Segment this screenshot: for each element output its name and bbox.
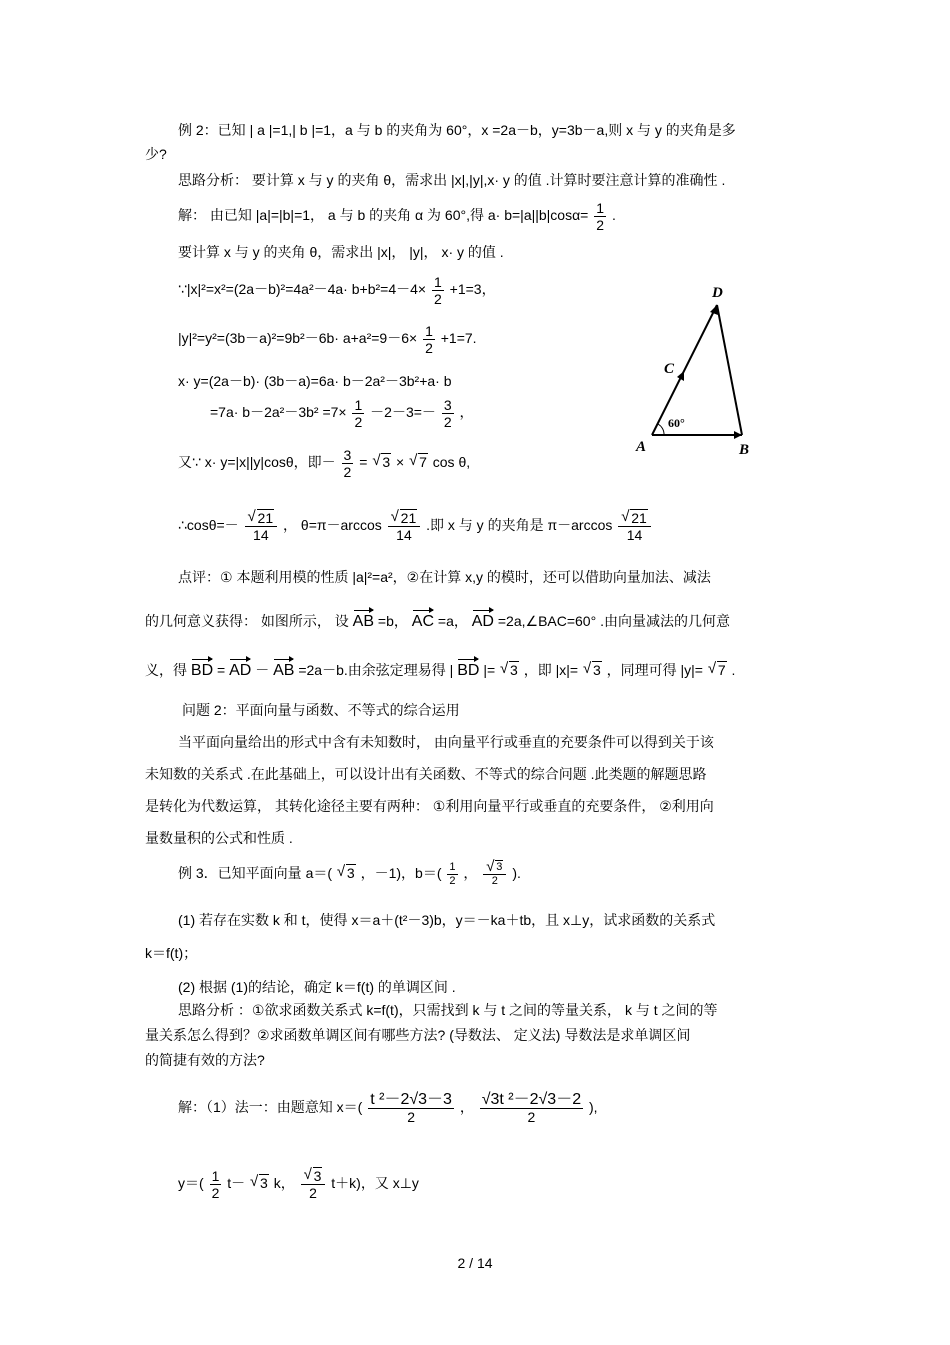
comment-line2: 的几何意义获得： 如图所示， 设 AB =b， AC =a， AD =2a,∠BAC=60° .由向量减法的几何意 <box>145 609 730 631</box>
analysis-2-line3: 的简捷有效的方法? <box>145 1052 265 1068</box>
example-2-line1: 例 2：已知 | a |=1,| b |=1，a 与 b 的夹角为 60°，x =2a－b，y=3b－a,则 x 与 y 的夹角是多 <box>178 122 736 138</box>
dot-product-line: x· y=(2a－b)· (3b－a)=6a· b－2a²－3b²+a· b <box>178 373 452 389</box>
angle-label: 60° <box>668 416 685 430</box>
fraction: $\frac{1}{2}$ <box>596 200 605 233</box>
example-3-line: 例 3．已知平面向量 a＝( √ 3 ，－1)，b＝( $\frac{1}{2}$ ， √ $\frac{3}{2}$ ). <box>178 861 521 888</box>
vector-ad: AD <box>229 658 251 680</box>
fraction: $\frac{3}{2}$ <box>443 397 452 430</box>
sqrt: √ 7 <box>409 453 428 471</box>
fraction: $\frac{\text{√3t ²－2√3－2}}{2}$ <box>481 1091 582 1125</box>
fraction: √ $\frac{3}{2}$ <box>483 861 506 888</box>
label-a: A <box>636 439 647 455</box>
page-number: 2 / 14 <box>457 1255 493 1271</box>
problem-2-heading: 问题 2：平面向量与函数、不等式的综合运用 <box>182 702 460 718</box>
sqrt: √ 3 <box>337 864 356 882</box>
fraction: $\frac{\text{t ²－2√3－3}}{2}$ <box>370 1091 452 1125</box>
analysis-line: 思路分析： 要计算 x 与 y 的夹角 θ，需求出 |x|,|y|,x· y 的值 .计算时要注意计算的准确性 . <box>178 172 726 188</box>
triangle-diagram <box>634 285 764 460</box>
fraction: $\frac{1}{2}$ <box>433 274 442 307</box>
fraction: $\frac{1}{2}$ <box>449 861 456 887</box>
norm-y-line: |y|²=y²=(3b－a)²=9b²－6b· a+a²=9－6× $\frac{1}{2}$ +1=7. <box>178 323 477 356</box>
dot-product-result-line: =7a· b－2a²－3b² =7× $\frac{1}{2}$ －2－3=－ $\frac{3}{2}$ ， <box>210 397 474 430</box>
para-line3: 是转化为代数运算， 其转化途径主要有两种： ①利用向量平行或垂直的充要条件， ②利用向 <box>145 798 714 814</box>
label-c: C <box>664 361 675 377</box>
cos-result-line: ∴cosθ=－ √ $\frac{21}{14}$ ， θ=π－arccos √ $\frac{21}{14}$ .即 x 与 y 的夹角是 π－arccos √ $\frac{21}{14}$ <box>178 510 653 543</box>
solution-3-line1: 解：（1）法一：由题意知 x＝( $\frac{\text{t ²－2√3－3}}{2}$ ， $\frac{\text{√3t ²－2√3－2}}{2}$ ), <box>178 1091 598 1125</box>
sqrt: √ 3 <box>372 453 391 471</box>
solution-line1: 解： 由已知 |a|=|b|=1， a 与 b 的夹角 α 为 60°,得 a· b=|a||b|cosα= $\frac{1}{2}$ . <box>178 200 616 233</box>
label-b: B <box>739 442 750 458</box>
cos-equation-line: 又∵ x· y=|x||y|cosθ，即－ $\frac{3}{2}$ = √ 3 × √ 7 cos θ, <box>178 447 470 480</box>
analysis-2-line1: 思路分析 ：①欲求函数关系式 k=f(t)，只需找到 k 与 t 之间的等量关系， k 与 t 之间的等 <box>178 1002 718 1018</box>
triangle-figure <box>634 285 764 460</box>
vector-bd: BD <box>191 658 213 680</box>
example-2-line2: 少? <box>145 146 167 162</box>
fraction: $\frac{1}{2}$ <box>425 323 433 356</box>
question-1-line2: k＝f(t)； <box>145 945 198 961</box>
fraction: √ $\frac{21}{14}$ <box>388 510 421 543</box>
solution-line2: 要计算 x 与 y 的夹角 θ，需求出 |x|， |y|， x· y 的值 . <box>178 244 504 260</box>
vector-ab: AB <box>353 609 374 631</box>
vector-ac: AC <box>412 609 434 631</box>
norm-x-line: ∵|x|²=x²=(2a－b)²=4a²－4a· b+b²=4－4× $\frac{1}{2}$ +1=3， <box>178 274 496 307</box>
fraction: $\frac{1}{2}$ <box>211 1168 220 1201</box>
para-line1: 当平面向量给出的形式中含有未知数时， 由向量平行或垂直的充要条件可以得到关于该 <box>178 734 714 750</box>
sqrt: √ 3 <box>250 1174 269 1192</box>
fraction: √ $\frac{21}{14}$ <box>245 510 278 543</box>
question-1-line: (1) 若存在实数 k 和 t，使得 x＝a＋(t²－3)b，y＝－ka＋tb，且 x⊥y，试求函数的关系式 <box>178 912 716 928</box>
vector-ad: AD <box>472 609 494 631</box>
sqrt: √ 7 <box>708 661 727 679</box>
sqrt: √ 3 <box>500 661 519 679</box>
solution-3-line2: y＝( $\frac{1}{2}$ t－ √ 3 k， √ $\frac{3}{2}$ t＋k)，又 x⊥y <box>178 1168 419 1201</box>
fraction: √ $\frac{3}{2}$ <box>301 1168 326 1201</box>
vector-ab: AB <box>273 658 294 680</box>
para-line4: 量数量积的公式和性质 . <box>145 830 293 846</box>
fraction: $\frac{1}{2}$ <box>354 397 363 430</box>
analysis-2-line2: 量关系怎么得到？②求函数单调区间有哪些方法? (导数法、 定义法) 导数法是求单调区间 <box>145 1027 691 1043</box>
vector-bd: BD <box>457 658 479 680</box>
comment-line3: 义，得 BD = AD － AB =2a－b.由余弦定理易得 | BD |= √ 3 ，即 |x|= √ 3 ，同理可得 |y|= √ 7 . <box>145 658 735 680</box>
question-2-line: (2) 根据 (1)的结论，确定 k＝f(t) 的单调区间 . <box>178 979 456 995</box>
para-line2: 未知数的关系式 .在此基础上，可以设计出有关函数、不等式的综合问题 .此类题的解题思路 <box>145 766 707 782</box>
fraction: √ $\frac{21}{14}$ <box>618 510 651 543</box>
fraction: $\frac{3}{2}$ <box>343 447 352 480</box>
label-d: D <box>712 285 723 301</box>
sqrt: √ 3 <box>583 661 602 679</box>
comment-line1: 点评：① 本题利用模的性质 |a|²=a²，②在计算 x,y 的模时，还可以借助向量加法、减法 <box>178 569 711 585</box>
